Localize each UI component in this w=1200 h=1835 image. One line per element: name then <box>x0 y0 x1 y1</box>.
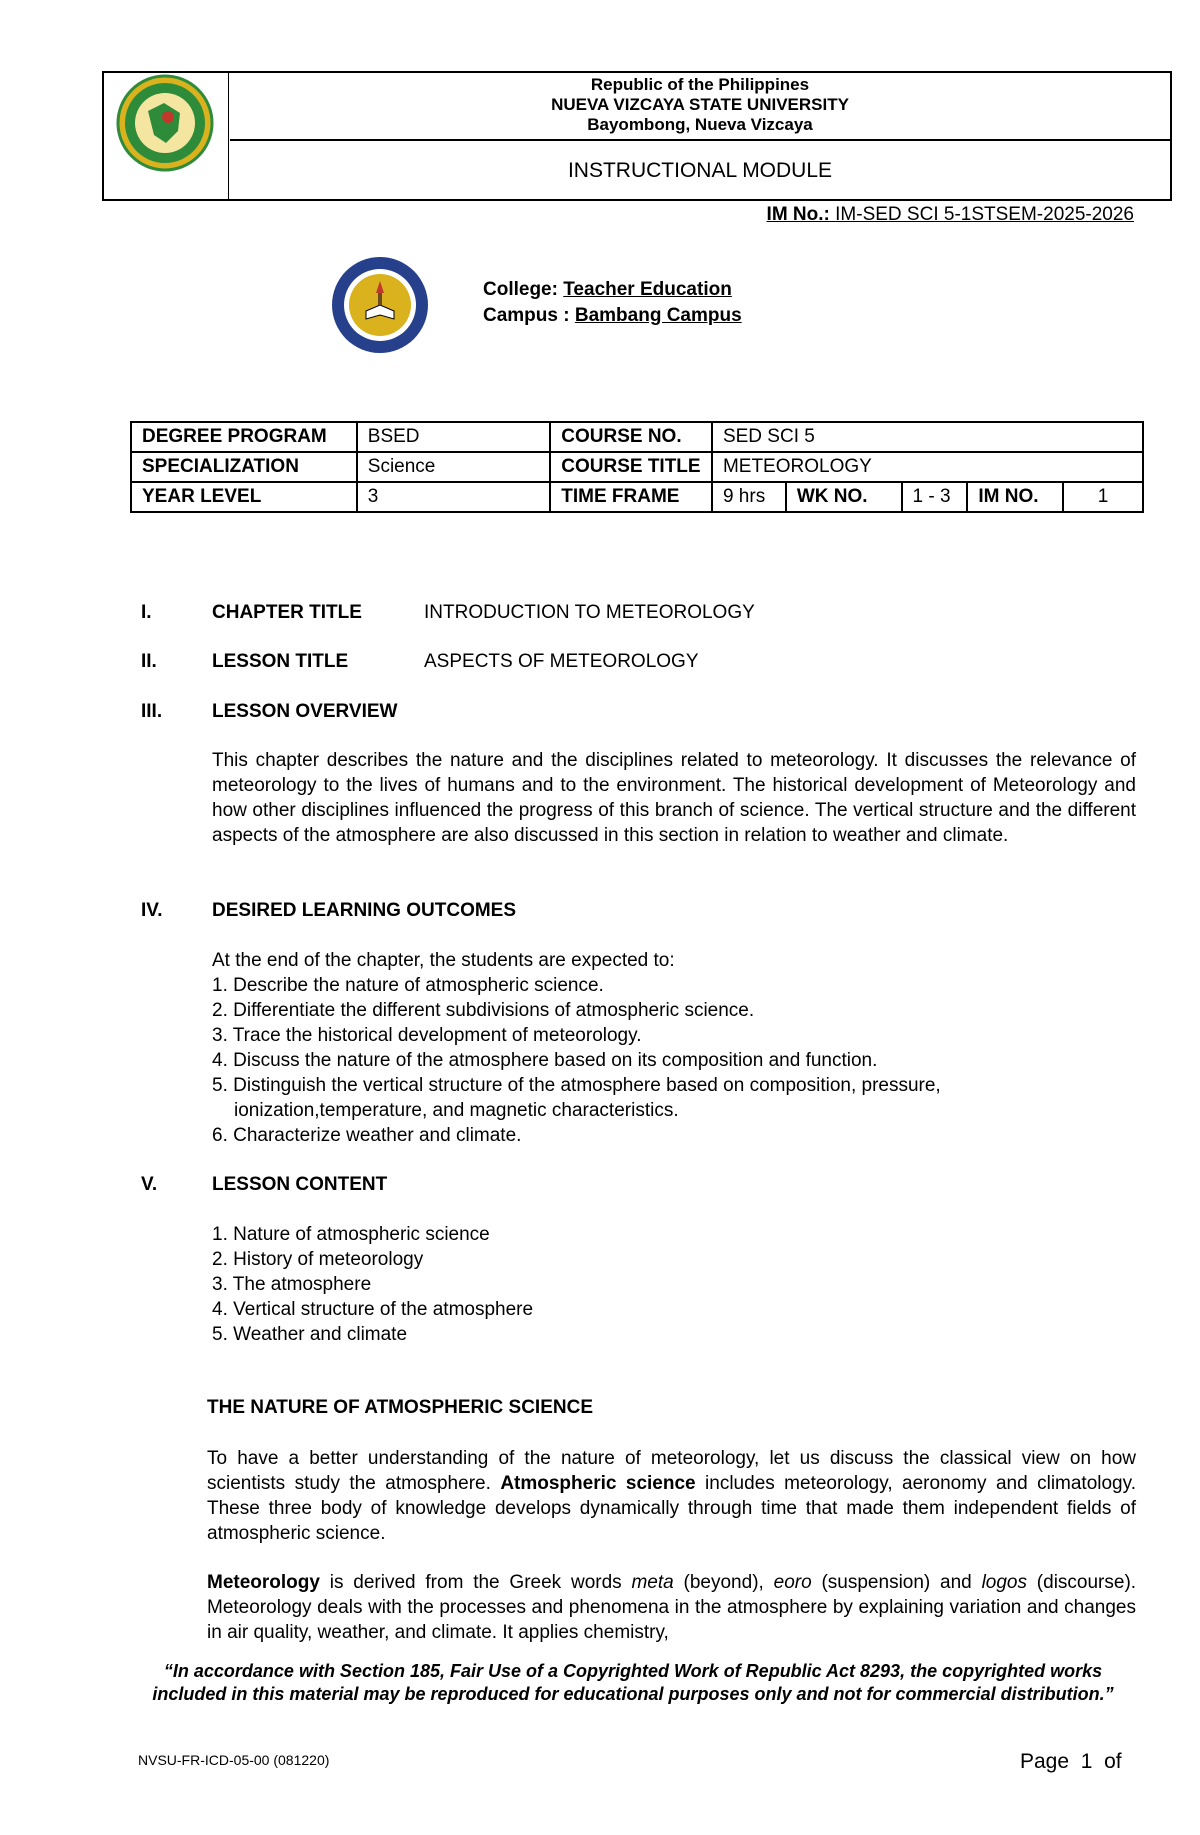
outcomes-list <box>212 948 1136 1148</box>
degree-value: BSED <box>357 422 550 452</box>
course-title-label: COURSE TITLE <box>550 452 712 482</box>
university-location: Bayombong, Nueva Vizcaya <box>587 115 813 134</box>
year-value: 3 <box>357 482 550 512</box>
content-list <box>212 1222 533 1347</box>
college-value: Teacher Education <box>563 279 732 300</box>
table-row <box>131 422 1143 452</box>
p2-logos: logos <box>981 1572 1027 1593</box>
section-4-label: DESIRED LEARNING OUTCOMES <box>212 900 517 921</box>
list-item: 2. History of meteorology <box>212 1249 424 1270</box>
page-current: 1 <box>1080 1750 1093 1773</box>
p1-text-a: To have a better understanding of the nature of meteorology, let us discuss the classical view on how scientists study the atmosphere. <box>207 1448 1136 1494</box>
list-item: 3. The atmosphere <box>212 1274 372 1295</box>
college-seal-icon <box>330 255 430 355</box>
list-item: ionization,temperature, and magnetic characteristics. <box>234 1100 679 1121</box>
campus-label: Campus : <box>483 305 570 326</box>
republic-line: Republic of the Philippines <box>590 75 810 94</box>
wk-label: WK NO. <box>786 482 902 512</box>
section-1-number: I. <box>141 602 152 623</box>
year-label: YEAR LEVEL <box>131 482 357 512</box>
p2-text-d: (discourse). Meteorology deals with the processes and phenomena in the atmosphere by explaining variation and changes in air quality, weather, and climate. It applies chemistry, <box>207 1572 1137 1643</box>
course-title-value: METEOROLOGY <box>712 452 1143 482</box>
section-2-number: II. <box>141 651 157 672</box>
degree-label: DEGREE PROGRAM <box>131 422 357 452</box>
outcomes-intro: At the end of the chapter, the students are expected to: <box>212 950 675 971</box>
list-item: 5. Weather and climate <box>212 1324 408 1345</box>
im-number-label: IM No.: <box>766 204 830 225</box>
list-item: 6. Characterize weather and climate. <box>212 1125 522 1146</box>
lesson-overview-text: This chapter describes the nature and the disciplines related to meteorology. It discusses the relevance of meteorology to the lives of humans and to the environment. The historical development of Meteorology and how other disciplines influenced the progress of this branch of science. The vertical structure and the different aspects of the atmosphere are also discussed in this section in relation to weather and climate. <box>212 750 1136 846</box>
im-number-value: IM-SED SCI 5-1STSEM-2025-2026 <box>835 204 1134 225</box>
section-4-number: IV. <box>141 900 163 921</box>
section-5-number: V. <box>141 1174 158 1195</box>
list-item: 2. Differentiate the different subdivisions of atmospheric science. <box>212 1000 755 1021</box>
section-3-number: III. <box>141 701 163 722</box>
p1-term: Atmospheric science <box>500 1473 696 1494</box>
page-of: of <box>1104 1750 1122 1773</box>
section-2-label: LESSON TITLE <box>212 651 349 672</box>
module-title: INSTRUCTIONAL MODULE <box>567 159 833 182</box>
university-block <box>230 73 1170 141</box>
im-no-label: IM NO. <box>967 482 1063 512</box>
course-no-value: SED SCI 5 <box>712 422 1143 452</box>
list-item: 4. Vertical structure of the atmosphere <box>212 1299 534 1320</box>
list-item: 3. Trace the historical development of meteorology. <box>212 1025 642 1046</box>
time-frame-label: TIME FRAME <box>550 482 712 512</box>
specialization-label: SPECIALIZATION <box>131 452 357 482</box>
form-code: NVSU-FR-ICD-05-00 (081220) <box>138 1752 330 1768</box>
p1-text-b: includes meteorology, aeronomy and climatology. These three body of knowledge develops dynamically through time that made them independent fields of atmospheric science. <box>207 1473 1136 1544</box>
course-info-table <box>130 421 1144 513</box>
specialization-value: Science <box>357 452 550 482</box>
p2-meta: meta <box>631 1572 674 1593</box>
wk-value: 1 - 3 <box>902 482 968 512</box>
page-label: Page <box>1020 1750 1070 1773</box>
table-row <box>131 482 1143 512</box>
time-frame-value: 9 hrs <box>712 482 786 512</box>
section-5-label: LESSON CONTENT <box>212 1174 388 1195</box>
table-row <box>131 452 1143 482</box>
nature-paragraph-2 <box>207 1570 1136 1645</box>
im-number <box>767 204 1134 226</box>
list-item: 1. Describe the nature of atmospheric science. <box>212 975 604 996</box>
header-box <box>102 71 1172 201</box>
course-no-label: COURSE NO. <box>550 422 712 452</box>
list-item: 1. Nature of atmospheric science <box>212 1224 490 1245</box>
nature-paragraph-1 <box>207 1446 1136 1546</box>
university-seal-cell <box>104 73 229 199</box>
campus-value: Bambang Campus <box>574 305 742 326</box>
page-number <box>1020 1750 1122 1774</box>
list-item: 4. Discuss the nature of the atmosphere based on its composition and function. <box>212 1050 878 1071</box>
section-3-label: LESSON OVERVIEW <box>212 701 398 722</box>
lesson-title: ASPECTS OF METEOROLOGY <box>424 651 699 672</box>
college-label: College: <box>483 279 558 300</box>
im-no-value: 1 <box>1063 482 1143 512</box>
university-name: NUEVA VIZCAYA STATE UNIVERSITY <box>551 95 849 114</box>
p2-term: Meteorology <box>207 1572 320 1593</box>
p2-text-b: (beyond), <box>683 1572 764 1593</box>
nature-heading: THE NATURE OF ATMOSPHERIC SCIENCE <box>207 1397 593 1418</box>
chapter-title: INTRODUCTION TO METEOROLOGY <box>424 602 755 623</box>
university-seal-icon <box>104 73 228 199</box>
section-1-label: CHAPTER TITLE <box>212 602 362 623</box>
copyright-note: “In accordance with Section 185, Fair Use of a Copyrighted Work of Republic Act 8293, the copyrighted works included in this material may be reproduced for educational purposes only and not for commercial distribution.” <box>152 1661 1114 1704</box>
list-item: 5. Distinguish the vertical structure of the atmosphere based on composition, pressure, <box>212 1075 941 1096</box>
p2-text-a: is derived from the Greek words <box>329 1572 622 1593</box>
p2-text-c: (suspension) and <box>821 1572 972 1593</box>
p2-eoro: eoro <box>773 1572 812 1593</box>
college-block <box>483 277 742 329</box>
